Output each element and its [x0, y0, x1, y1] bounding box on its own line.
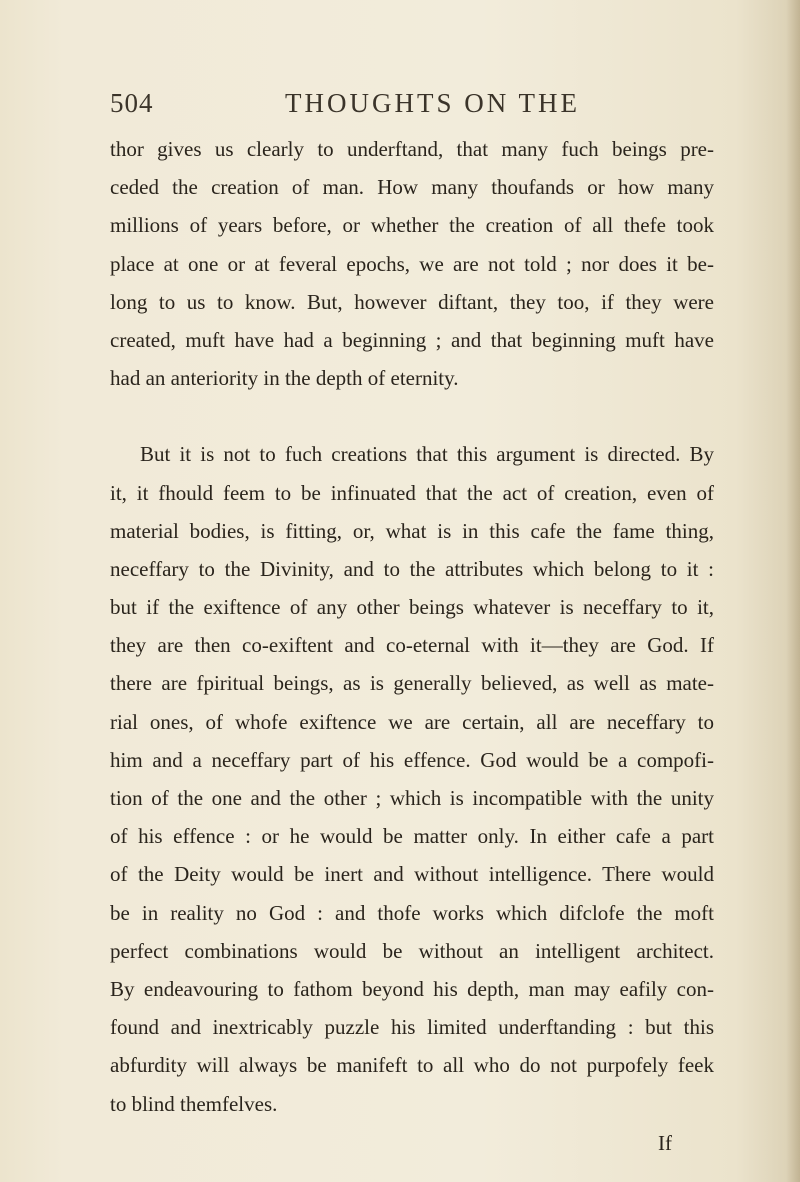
text-line: him and a neceffary part of his effence. God would be a compofi-	[110, 747, 714, 772]
page-edge-shadow	[786, 0, 800, 1182]
text-line: of his effence : or he would be matter only. In either cafe a part	[110, 824, 714, 849]
text-line: But it is not to fuch creations that this argument is directed. By	[140, 442, 714, 467]
paragraph-1	[110, 130, 714, 397]
paragraph-2	[110, 435, 714, 1122]
text-line: created, muft have had a beginning ; and that beginning muft have	[110, 327, 714, 352]
text-line: found and inextricably puzzle his limited underftanding : but this	[110, 1015, 714, 1040]
text-line: long to us to know. But, however diftant, they too, if they were	[110, 289, 714, 314]
running-head: THOUGHTS ON THE	[285, 88, 580, 118]
text-line: rial ones, of whofe exiftence we are certain, all are neceffary to	[110, 709, 714, 734]
text-line: be in reality no God : and thofe works which difclofe the moft	[110, 900, 714, 925]
text-line: had an anteriority in the depth of eternity.	[110, 366, 459, 391]
page-number: 504	[110, 88, 154, 118]
body-text	[110, 130, 714, 1123]
text-line: tion of the one and the other ; which is incompatible with the unity	[110, 786, 714, 810]
paragraph-spacer	[110, 397, 714, 435]
text-line: ceded the creation of man. How many thoufands or how many	[110, 175, 714, 200]
text-line: to blind themfelves.	[110, 1091, 278, 1116]
text-line: abfurdity will always be manifeft to all who do not purpofely feek	[110, 1053, 714, 1078]
text-line: there are fpiritual beings, as is generally believed, as well as mate-	[110, 671, 714, 696]
page-header	[110, 88, 710, 128]
text-line: neceffary to the Divinity, and to the attributes which belong to it :	[110, 556, 714, 581]
text-line: place at one or at feveral epochs, we are not told ; nor does it be-	[110, 251, 714, 276]
text-line: perfect combinations would be without an intelligent architect.	[110, 938, 714, 963]
text-line: By endeavouring to fathom beyond his depth, man may eafily con-	[110, 976, 714, 1001]
text-line: of the Deity would be inert and without intelligence. There would	[110, 862, 714, 887]
catchword: If	[658, 1131, 672, 1155]
text-line: but if the exiftence of any other beings whatever is neceffary to it,	[110, 595, 714, 620]
text-line: it, it fhould feem to be infinuated that the act of creation, even of	[110, 480, 714, 505]
text-line: millions of years before, or whether the creation of all thefe took	[110, 213, 714, 238]
text-line: thor gives us clearly to underftand, that many fuch beings pre-	[110, 137, 714, 161]
text-line: they are then co-exiftent and co-eternal with it—they are God. If	[110, 633, 714, 658]
text-line: material bodies, is fitting, or, what is in this cafe the fame thing,	[110, 518, 714, 543]
